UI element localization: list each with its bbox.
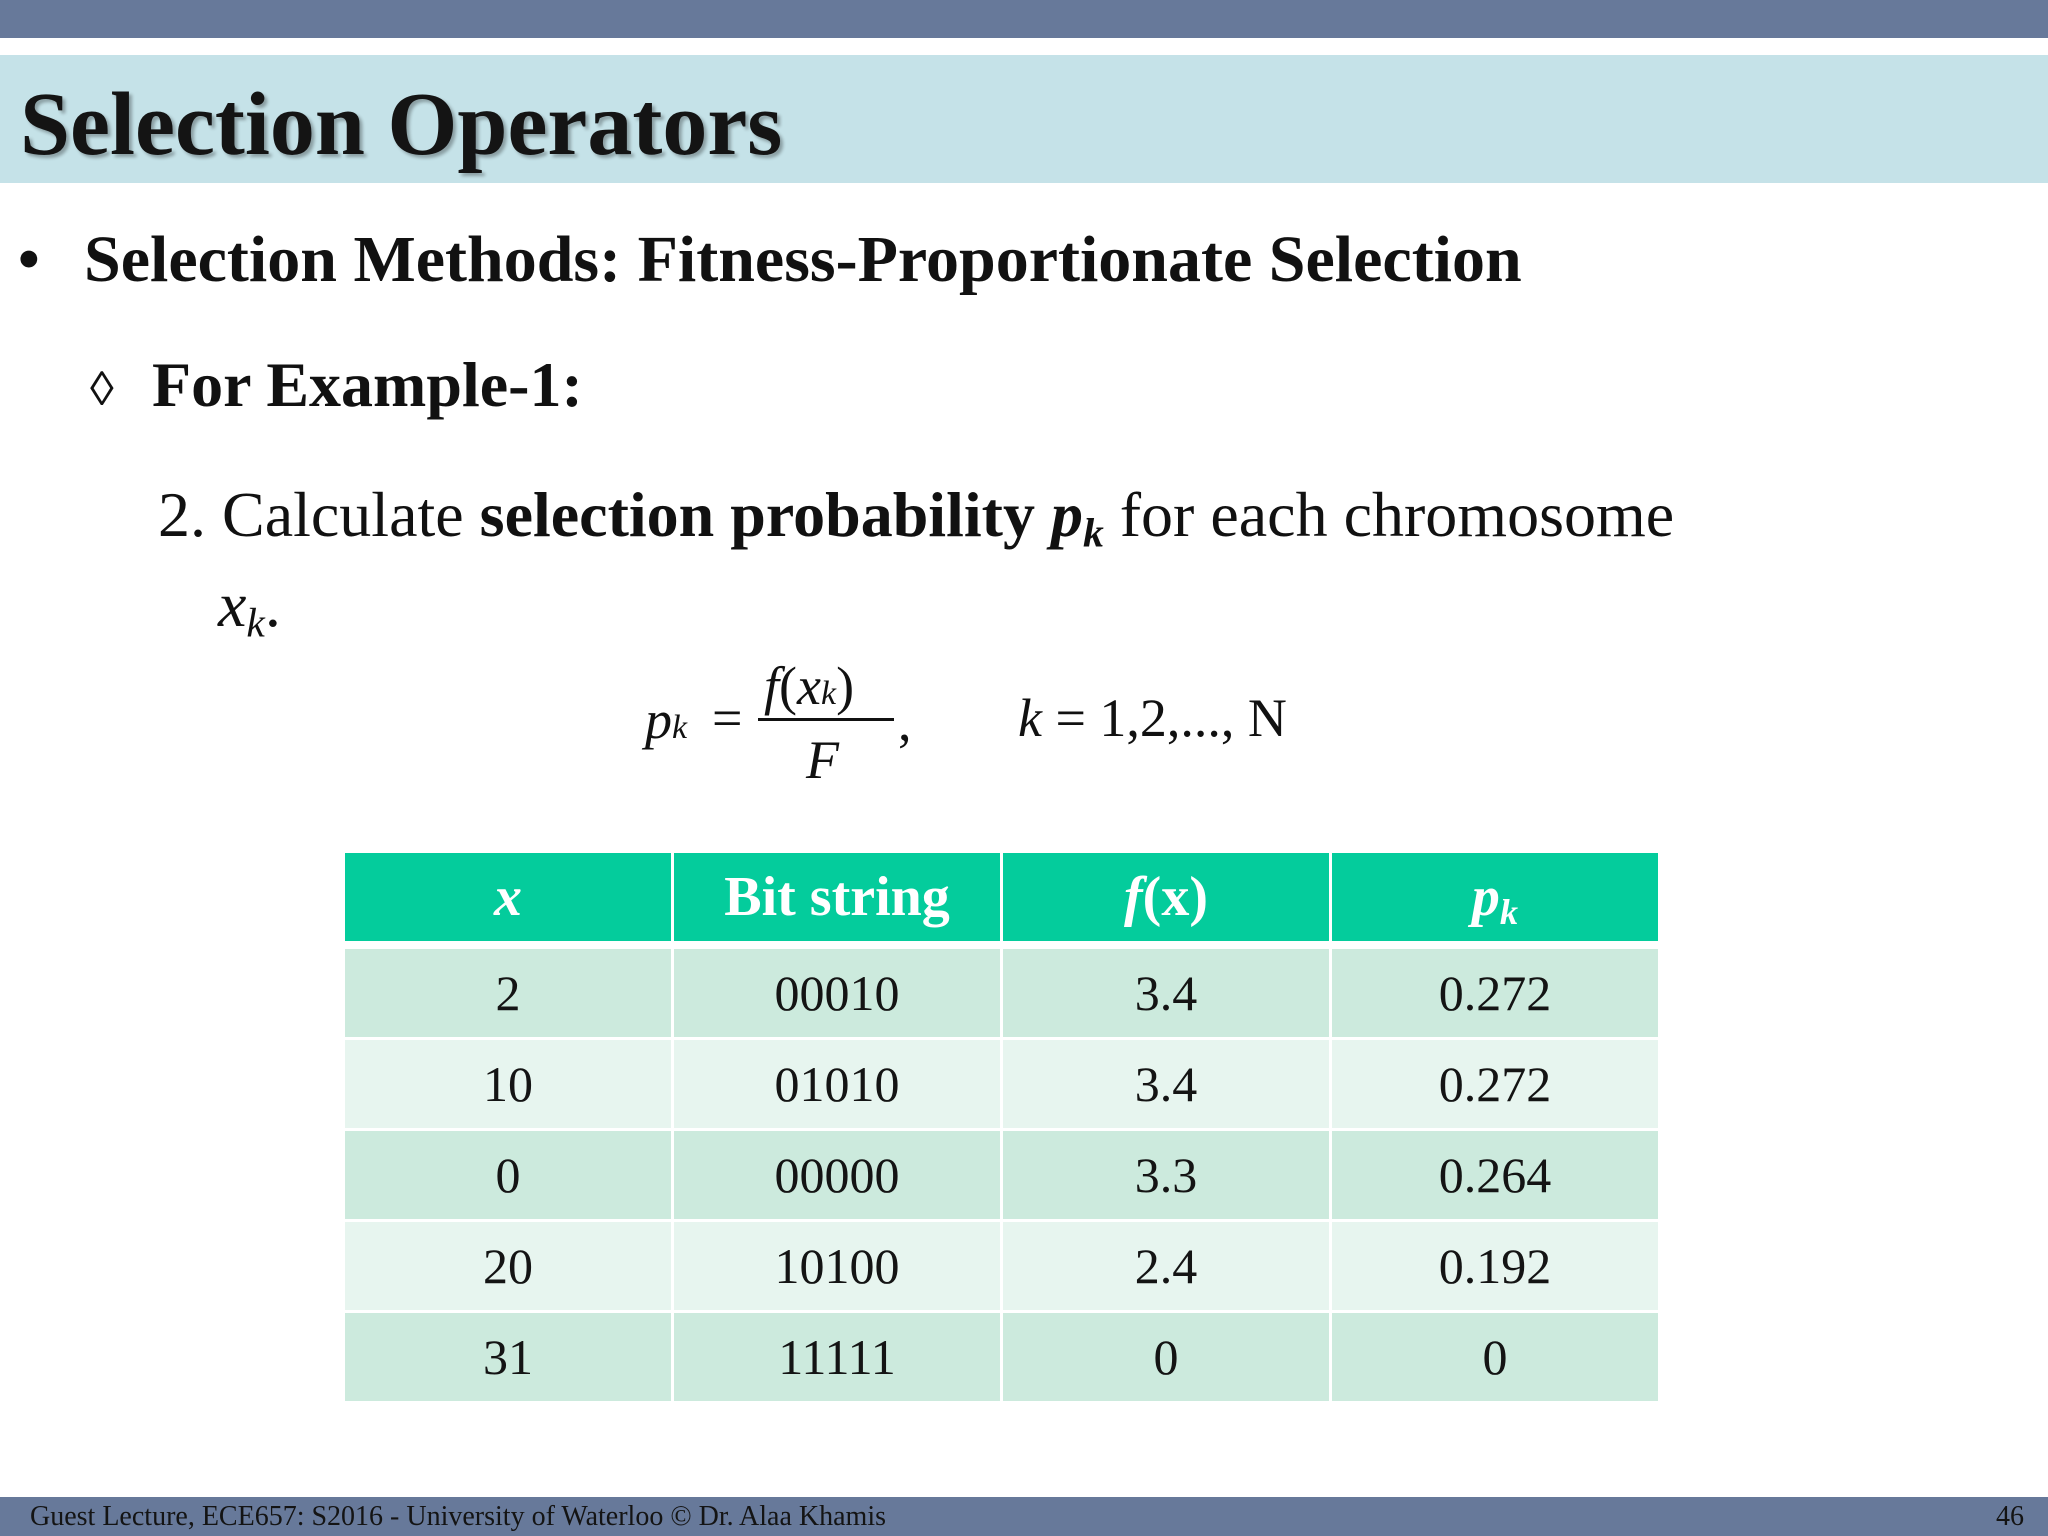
step-end: . [264, 569, 281, 640]
cell-x: 0 [345, 1129, 671, 1220]
cell-fx: 3.4 [1003, 947, 1329, 1038]
fraction-line [758, 718, 894, 721]
table-row [345, 1038, 1658, 1129]
cell-x: 20 [345, 1220, 671, 1311]
table-row [345, 1220, 1658, 1311]
cell-x: 31 [345, 1311, 671, 1402]
cell-pk: 0.192 [1332, 1220, 1658, 1311]
cell-fx: 0 [1003, 1311, 1329, 1402]
step-bold-text: selection probability [479, 479, 1035, 550]
header-bit-string: Bit string [674, 853, 1000, 947]
formula-equals: = [712, 688, 743, 748]
formula-range: k = 1,2,..., N [1018, 688, 1287, 748]
cell-bits: 01010 [674, 1038, 1000, 1129]
formula-denominator: F [806, 730, 839, 790]
step-symbol: $p_k$ [1050, 479, 1104, 556]
bullet-selection-methods: Selection Methods: Fitness-Proportionate Selection [84, 223, 1522, 296]
header-fx: f(x) [1003, 853, 1329, 947]
page-number: 46 [1996, 1501, 2024, 1532]
header-x: x [345, 853, 671, 947]
cell-pk: 0.272 [1332, 947, 1658, 1038]
cell-pk: 0.272 [1332, 1038, 1658, 1129]
cell-bits: 11111 [674, 1311, 1000, 1402]
cell-bits: 10100 [674, 1220, 1000, 1311]
cell-x: 10 [345, 1038, 671, 1129]
cell-pk: 0 [1332, 1311, 1658, 1402]
selection-probability-table [342, 853, 1661, 1402]
step-text-continued [218, 565, 281, 645]
table-row [345, 947, 1658, 1038]
cell-x: 2 [345, 947, 671, 1038]
formula-lhs: pk [645, 690, 688, 750]
header-pk: $p_k$ [1332, 853, 1658, 947]
formula-comma: , [898, 692, 912, 752]
step-var: $x_k$ [218, 569, 265, 646]
bullet-dot-icon: • [18, 226, 40, 294]
table-header-row [345, 853, 1658, 947]
cell-fx: 3.3 [1003, 1129, 1329, 1220]
cell-pk: 0.264 [1332, 1129, 1658, 1220]
slide-title: Selection Operators [20, 75, 783, 174]
step-text [158, 475, 1674, 555]
bullet-example: For Example-1: [152, 349, 583, 420]
footer-text: Guest Lecture, ECE657: S2016 - University of Waterloo © Dr. Alaa Khamis [30, 1501, 887, 1532]
diamond-bullet-icon: ◊ [90, 363, 114, 416]
table-row [345, 1311, 1658, 1402]
cell-fx: 2.4 [1003, 1220, 1329, 1311]
step-suffix: for each chromosome [1119, 479, 1675, 550]
formula-numerator: f(xk) [764, 656, 855, 716]
step-number: 2. [158, 479, 206, 550]
step-prefix: Calculate [222, 479, 464, 550]
table-row [345, 1129, 1658, 1220]
cell-bits: 00000 [674, 1129, 1000, 1220]
cell-fx: 3.4 [1003, 1038, 1329, 1129]
top-bar [0, 0, 2048, 38]
cell-bits: 00010 [674, 947, 1000, 1038]
